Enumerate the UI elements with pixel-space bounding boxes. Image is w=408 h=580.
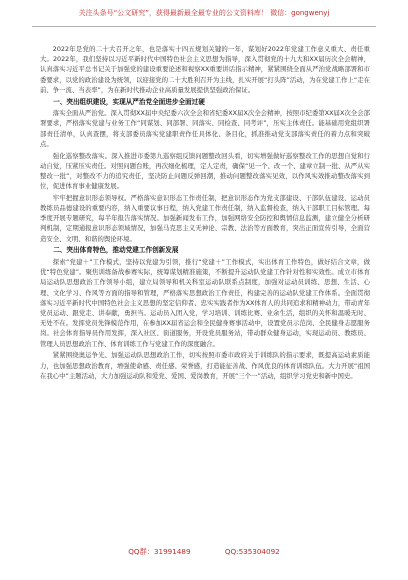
section-1-paragraph-1: 落实全面从严治党。深入贯彻XX届中央纪委六次全会和省纪委XX届X次全会精神，按照市纪委第XX届X次全会部署要求，严格落实党建与业务工作“同谋划、同部署、同落实、同检查、同考评”，压实主体责任。能基础用党组织署部责任清单，认真查摆，将支部委员落实党建职责作任具体化、条目化，抓准推动党支部落实责任的着力点和突破点。 bbox=[40, 109, 370, 148]
footer-qq-number: QQ:535304092 bbox=[224, 547, 280, 556]
section-2-heading: 二、突出体育特色，推动党建工作创新发展 bbox=[53, 246, 179, 255]
section-2-paragraph-1: 探索“党建＋”工作模式，坚持以党建为引领，推行“党建＋”工作模式，实出体育工作特色，做好结合文章，做优“特色党建”。聚焦训练备战参赛实际，统筹谋划精准施策，不断提升运动队党建工作针对性和实效性。成立市体育局运动队思想政治工作领导小组，建立局领导和机关科室运动队联系点制度，加强对运动员训练、思想、生活、心理、文化学习、作风等方面的指导和管理，严格落实思想政治工作责任，构建完善的运动队党建工作体系。全面贯彻落实习近平新时代中国特色社会主义思想的坚定信仰者、忠实实践者作为XX体育人的共同追求和精神动力，带动青年党员运动、跟党走、讲奉献，勇担当。运动员入团入党，学习培训、训练比赛、业余生活，组织的关怀和温暖无时、无处不在。发挥党员先锋模范作用，在参加XX届省运会和全民健身赛事活动中，设置党员示范岗、全民健身志愿服务岗。社会体育指导员作用发挥，深入社区、街道服务，开设党员服务站，带动群众健身运动，实现运动员、教练员、管理人员思想政治工作、体育训练工作与党建工作的深度融合。 bbox=[40, 258, 370, 348]
section-1-paragraph-2: 强化巡察整改落实。深入推进市委第九巡察组反馈问题整改回头看，切实增强做好巡察整改工作的思想自觉和行动自觉，压紧压实责任。对照问题台账，再次细化梳理，定人定责，确保“见一个、改一个、建章立制一批、从严从实整改一批”，对整改不力的追究责任，坚决防止问题反弹回潮，推动问题整改落实见效，以作风实效推动整改落实到位，促进体育事业健康发展。 bbox=[40, 151, 370, 191]
section-2-paragraph-2: 紧紧围绕奥运争光、加强运动队思想政治工作，切实按照市委市政府关于训练队的指示要求，既提高运动素质能力，也加强思想政治教育，增强使命感、责任感、荣誉感，打造能征善战、作风优良的体育训练队伍。大力开展“祖国在我心中”主题活动，大力加强运动队和爱党、爱国、爱岗教育，开展“三个一”活动，组织学习党史和新中国史。 bbox=[40, 351, 370, 380]
section-1-heading: 一、突出组织建设，实现从严治党全面进步全面过硬 bbox=[53, 97, 205, 106]
section-1-paragraph-3: 牢牢把握意识形态领导权。严格落实意识形态工作责任制，把意识形态作为党支部建设、干部队伍建设、运动员教练员品德建设的重要内容，纳入重要议事日程，纳入党建工作责任制，纳入监督检查，纳入干部职工目标管理。每季度开展专题研究，每半年报告落实情况。加强新闻发布工作，加强网络安全防控和舆情信息监测，建立健全分析研判机制，定期通报意识形态领域情况，加强马克思主义无神论、宗教、法治等方面教育，突出正面宣传引导，全面营造安全、文明、和谐的舆论环境。 bbox=[40, 193, 370, 243]
footer-qq-group: QQ群：31991489 bbox=[128, 547, 191, 556]
footer-contact bbox=[104, 545, 304, 559]
document-body bbox=[40, 44, 370, 383]
header-banner: 关注头条号“公文研究”，获得最新最全最专业的公文资料库！ 微信：gongwenyj bbox=[78, 9, 330, 17]
intro-paragraph: 2022年是党的二十大召开之年，也是落实十四五规划关键的一年，谋划好2022年党建工作意义重大、责任重大。2022年，我们坚持以习近平新时代中国特色社会主义思想为指导，深入贯彻党的十九大和XX届历次全会精神，认真落实习近平总书记关于加强党的建设重要论述和视察XX重要讲话指示精神，紧紧围绕全面从严治党战略部署和市委要求，以党的政治建设为统领，以迎接党的二十大胜利召开为主线，扎实开展“打头阵”活动，为在党建工作上“走在前、争一流、当表率”，为在新时代推动企业高质量发展提供坚强政治保证。 bbox=[40, 45, 370, 94]
header-divider bbox=[32, 26, 376, 27]
